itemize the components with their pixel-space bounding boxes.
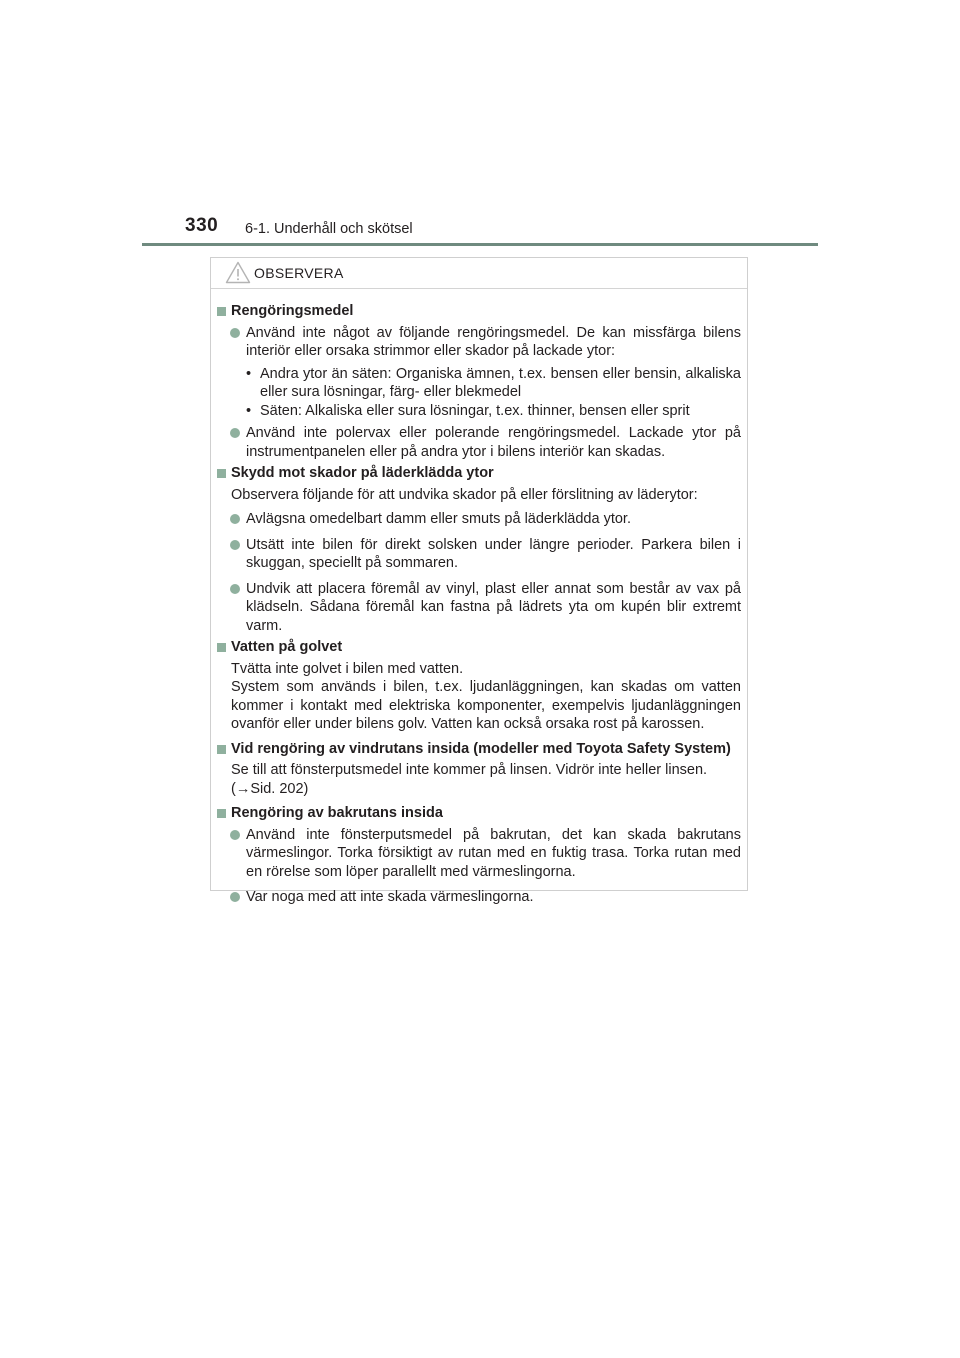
dot-bullet-icon <box>230 540 240 550</box>
list-item <box>216 510 741 529</box>
page-reference: (→Sid. 202) <box>231 780 309 797</box>
section-heading-text: Vid rengöring av vindrutans insida (modeller med Toyota Safety System) <box>231 740 731 757</box>
paragraph: Observera följande för att undvika skador på eller förslitning av läderytor: <box>231 486 698 503</box>
section-heading-text: Rengöring av bakrutans insida <box>231 805 443 821</box>
list-item-text: Undvik att placera föremål av vinyl, plast eller annat som består av vax på klädseln. Sådana föremål kan fastna på lädrets yta om kupén blir extremt varm. <box>246 580 741 634</box>
list-item-text: Använd inte fönsterputsmedel på bakrutan, det kan skada bakrutans värmeslingor. Torka försiktigt av rutan med en fuktig trasa. Torka rutan med en rörelse som löper parallellt med värmeslingorna. <box>246 826 741 880</box>
header-rule <box>142 243 818 246</box>
section-heading <box>216 638 741 657</box>
section-heading <box>216 464 741 483</box>
sub-bullet-marker: • <box>246 365 252 382</box>
square-bullet-icon <box>217 745 226 754</box>
list-item-text: Var noga med att inte skada värmeslingorna. <box>246 889 534 905</box>
notice-title: OBSERVERA <box>254 265 344 281</box>
sub-list-item-text: Säten: Alkaliska eller sura lösningar, t.ex. thinner, bensen eller sprit <box>260 402 690 419</box>
square-bullet-icon <box>217 809 226 818</box>
square-bullet-icon <box>217 307 226 316</box>
paragraph: Tvätta inte golvet i bilen med vatten. <box>231 660 464 677</box>
list-item-text: Avlägsna omedelbart damm eller smuts på läderklädda ytor. <box>246 511 631 527</box>
list-item <box>216 888 741 907</box>
sub-bullet-marker: • <box>246 402 252 419</box>
square-bullet-icon <box>217 643 226 652</box>
warning-triangle-icon <box>225 261 251 284</box>
list-item <box>216 826 741 882</box>
dot-bullet-icon <box>230 328 240 338</box>
list-item <box>216 536 741 573</box>
notice-header <box>211 258 747 289</box>
sub-list-item <box>216 402 741 421</box>
dot-bullet-icon <box>230 514 240 524</box>
section-heading <box>216 740 741 759</box>
section-heading-text: Rengöringsmedel <box>231 303 354 319</box>
dot-bullet-icon <box>230 428 240 438</box>
section-heading <box>216 302 741 321</box>
list-item <box>216 580 741 636</box>
section-heading-text: Vatten på golvet <box>231 639 343 655</box>
sub-list <box>216 365 741 421</box>
paragraph: System som används i bilen, t.ex. ljudanläggningen, kan skadas om vatten kommer i kontakt med elektriska komponenter, exempelvis ljudanläggningen ovanför eller under bilens golv. Vatten kan också orsaka rost på karossen. <box>231 679 741 732</box>
page-number: 330 <box>185 215 219 236</box>
list-item <box>216 424 741 461</box>
paragraph: Se till att fönsterputsmedel inte kommer på linsen. Vidrör inte heller linsen. <box>231 762 708 778</box>
notice-body <box>211 289 747 907</box>
notice-box <box>210 257 748 905</box>
section-heading-text: Skydd mot skador på läderklädda ytor <box>231 465 494 481</box>
sub-list-item <box>216 365 741 402</box>
list-item <box>216 324 741 361</box>
dot-bullet-icon <box>230 830 240 840</box>
section-title: 6-1. Underhåll och skötsel <box>245 221 413 237</box>
list-item-text: Använd inte något av följande rengöringsmedel. De kan missfärga bilens interiör eller orsaka strimmor eller skador på lackade ytor: <box>246 324 741 359</box>
dot-bullet-icon <box>230 584 240 594</box>
list-item-text: Använd inte polervax eller polerande rengöringsmedel. Lackade ytor på instrumentpanelen eller på andra ytor i bilens interiör kan skadas. <box>246 425 741 460</box>
square-bullet-icon <box>217 469 226 478</box>
dot-bullet-icon <box>230 892 240 902</box>
list-item-text: Utsätt inte bilen för direkt solsken under längre perioder. Parkera bilen i skuggan, speciellt på sommaren. <box>246 536 741 571</box>
section-heading <box>216 804 741 823</box>
sub-list-item-text: Andra ytor än säten: Organiska ämnen, t.ex. bensen eller bensin, alkaliska eller sura lösningar, färg- eller blekmedel <box>260 365 741 400</box>
